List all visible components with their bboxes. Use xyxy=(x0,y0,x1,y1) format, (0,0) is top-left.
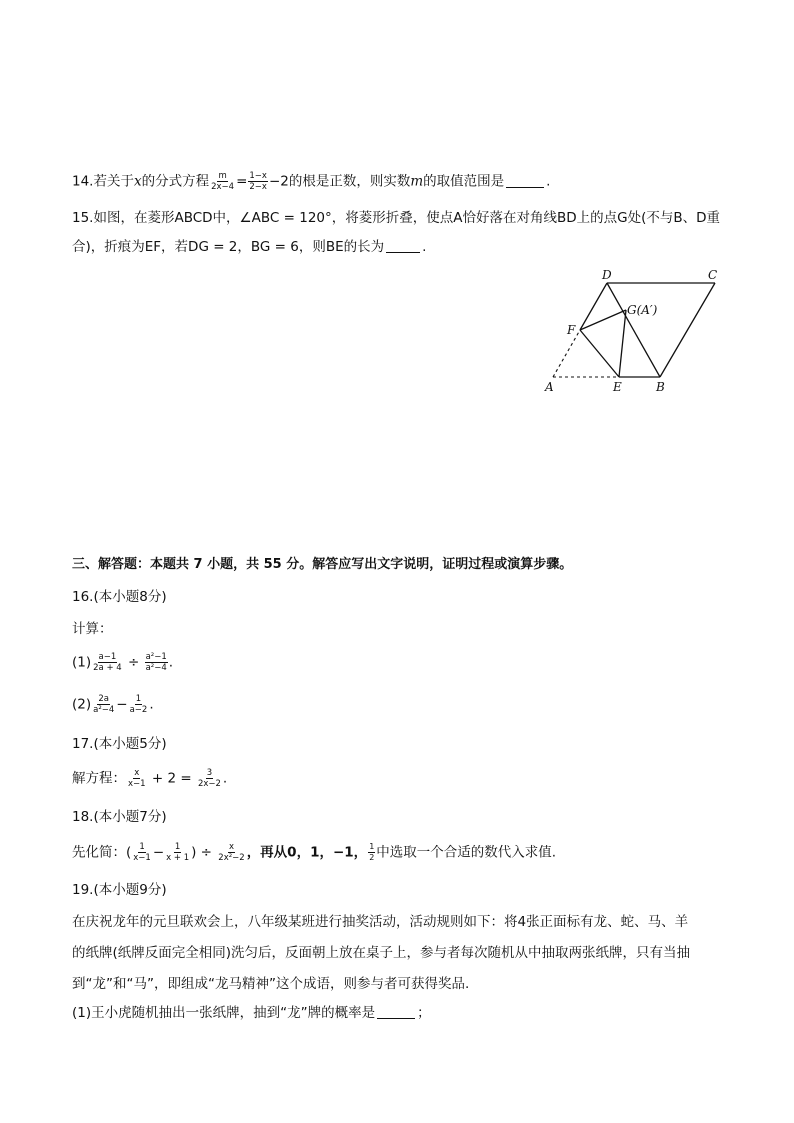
q18-f3-denominator: 2x²−2 xyxy=(218,853,245,863)
q16-p1-end: . xyxy=(168,654,174,671)
edge-DF xyxy=(580,283,607,330)
q18-minus: − xyxy=(152,844,165,861)
question-19-line-3: 到“龙”和“马”，即组成“龙马精神”这个成语，则参与者可获得奖品. xyxy=(72,976,470,992)
q18-f4-numerator: 1 xyxy=(369,842,375,851)
q14-f1-denominator: 2x−4 xyxy=(211,182,235,192)
q18-fraction-2 xyxy=(165,842,190,863)
q14-equals: = xyxy=(236,173,248,190)
q18-f4-denominator: 2 xyxy=(369,853,375,862)
q16-p1-label: (1) xyxy=(72,654,92,671)
label-D: D xyxy=(602,268,612,282)
diagonal-DB xyxy=(607,283,660,377)
q14-fraction-2 xyxy=(248,171,268,192)
question-18-header: 18.(本小题7分) xyxy=(72,809,167,825)
question-17-equation xyxy=(72,768,227,789)
q14-text-b: 的分式方程 xyxy=(141,173,210,190)
q14-fraction-1 xyxy=(210,171,235,192)
q19-answer-blank[interactable] xyxy=(377,1004,415,1019)
question-17-header: 17.(本小题5分) xyxy=(72,736,167,752)
question-19-part-1 xyxy=(72,1003,431,1023)
q17-f1-denominator: x−1 xyxy=(128,779,146,789)
q19-part-1-text: (1)王小虎随机抽出一张纸牌，抽到“龙”牌的概率是 xyxy=(72,1005,376,1021)
section-3-heading: 三、解答题：本题共 7 小题，共 55 分。解答应写出文字说明，证明过程或演算步骤。 xyxy=(72,557,573,572)
question-19-header: 19.(本小题9分) xyxy=(72,882,167,898)
question-14 xyxy=(72,171,550,192)
fold-crease-FE xyxy=(580,330,619,377)
question-16-header: 16.(本小题8分) xyxy=(72,589,167,605)
q16-p2-f1-numerator: 2a xyxy=(98,694,110,704)
question-18-expression xyxy=(72,842,556,863)
q18-f2-denominator: x + 1 xyxy=(166,853,190,863)
q17-end: . xyxy=(222,770,228,787)
segment-GE xyxy=(619,310,626,377)
q16-p2-label: (2) xyxy=(72,696,92,713)
q16-p1-fraction-1 xyxy=(92,652,123,673)
q18-fraction-1 xyxy=(132,842,152,863)
q14-text-c: −2的根是正数，则实数 xyxy=(268,173,411,190)
q16-p1-f1-numerator: a−1 xyxy=(98,652,117,662)
q16-p1-fraction-2 xyxy=(145,652,168,673)
edge-CB xyxy=(660,283,715,377)
q16-p2-f1-denominator: a²−4 xyxy=(93,705,115,715)
q15-end: . xyxy=(422,239,427,255)
q18-f3-numerator: x xyxy=(228,842,234,852)
label-A: A xyxy=(545,380,554,394)
q14-var-x: x xyxy=(133,173,142,190)
q16-p1-op: ÷ xyxy=(127,654,140,671)
q14-f1-numerator: m xyxy=(218,171,227,181)
q17-f2-denominator: 2x−2 xyxy=(197,779,221,789)
q16-p1-f2-numerator: a²−1 xyxy=(145,652,167,662)
q18-f2-numerator: 1 xyxy=(174,842,181,852)
q17-fraction-2 xyxy=(197,768,222,789)
q17-f2-numerator: 3 xyxy=(206,768,213,778)
q15-line-2-text: 合)，折痕为EF，若DG = 2，BG = 6，则BE的长为 xyxy=(72,239,385,255)
q18-end: 中选取一个合适的数代入求值. xyxy=(376,844,557,861)
q17-fraction-1 xyxy=(127,768,147,789)
q18-intro: 先化简：( xyxy=(72,844,132,861)
q18-f1-numerator: 1 xyxy=(139,842,145,852)
q16-p2-f2-denominator: a−2 xyxy=(129,705,148,715)
rhombus-fold-figure xyxy=(536,262,726,394)
q18-fraction-3 xyxy=(217,842,245,863)
q17-intro: 解方程： xyxy=(72,770,126,787)
q14-f2-numerator: 1−x xyxy=(249,171,267,181)
label-B: B xyxy=(656,380,665,394)
q16-p2-f2-numerator: 1 xyxy=(135,694,142,704)
dashed-edge-AF xyxy=(553,330,580,377)
q18-tail: ，再从0，1，−1， xyxy=(246,844,368,861)
question-16-part-1 xyxy=(72,652,173,673)
q16-p2-op: − xyxy=(116,696,128,713)
q16-p2-end: . xyxy=(149,696,154,713)
label-E: E xyxy=(613,380,622,394)
q17-mid: + 2 = xyxy=(151,770,192,787)
question-19-line-2: 的纸牌(纸牌反面完全相同)洗匀后，反面朝上放在桌子上，参与者每次随机从中抽取两张纸牌，只有当抽 xyxy=(72,945,691,961)
q14-text-d: 的取值范围是 xyxy=(423,173,505,190)
question-16-intro: 计算： xyxy=(72,621,113,637)
q16-p2-fraction-1 xyxy=(92,694,115,715)
q19-part-1-end: ； xyxy=(417,1005,431,1021)
q16-p1-f1-denominator: 2a + 4 xyxy=(93,663,122,673)
question-15-line-2 xyxy=(72,237,426,257)
q14-var-m: m xyxy=(410,173,424,190)
question-19-line-1: 在庆祝龙年的元旦联欢会上，八年级某班进行抽奖活动，活动规则如下：将4张正面标有龙、蛇、马、羊 xyxy=(72,914,689,930)
label-C: C xyxy=(708,268,718,282)
q14-text-a: 14.若关于 xyxy=(72,173,134,190)
question-16-part-2 xyxy=(72,694,154,715)
q17-f1-numerator: x xyxy=(134,768,140,778)
q18-fraction-half xyxy=(368,842,375,863)
q18-f1-denominator: x−1 xyxy=(133,853,151,863)
q14-answer-blank[interactable] xyxy=(506,173,544,188)
q18-close: ) ÷ xyxy=(191,844,212,861)
q14-f2-denominator: 2−x xyxy=(249,182,267,192)
segment-FG xyxy=(580,310,626,330)
label-F: F xyxy=(567,323,576,337)
label-G: G(A′) xyxy=(627,303,658,317)
question-15-line-1: 15.如图，在菱形ABCD中，∠ABC = 120°，将菱形折叠，使点A恰好落在对角线BD上的点G处(不与B、D重 xyxy=(72,210,721,226)
q16-p1-f2-denominator: a²−4 xyxy=(145,663,167,673)
q16-p2-fraction-2 xyxy=(129,694,149,715)
q14-end: . xyxy=(546,173,551,190)
q15-answer-blank[interactable] xyxy=(386,238,420,253)
